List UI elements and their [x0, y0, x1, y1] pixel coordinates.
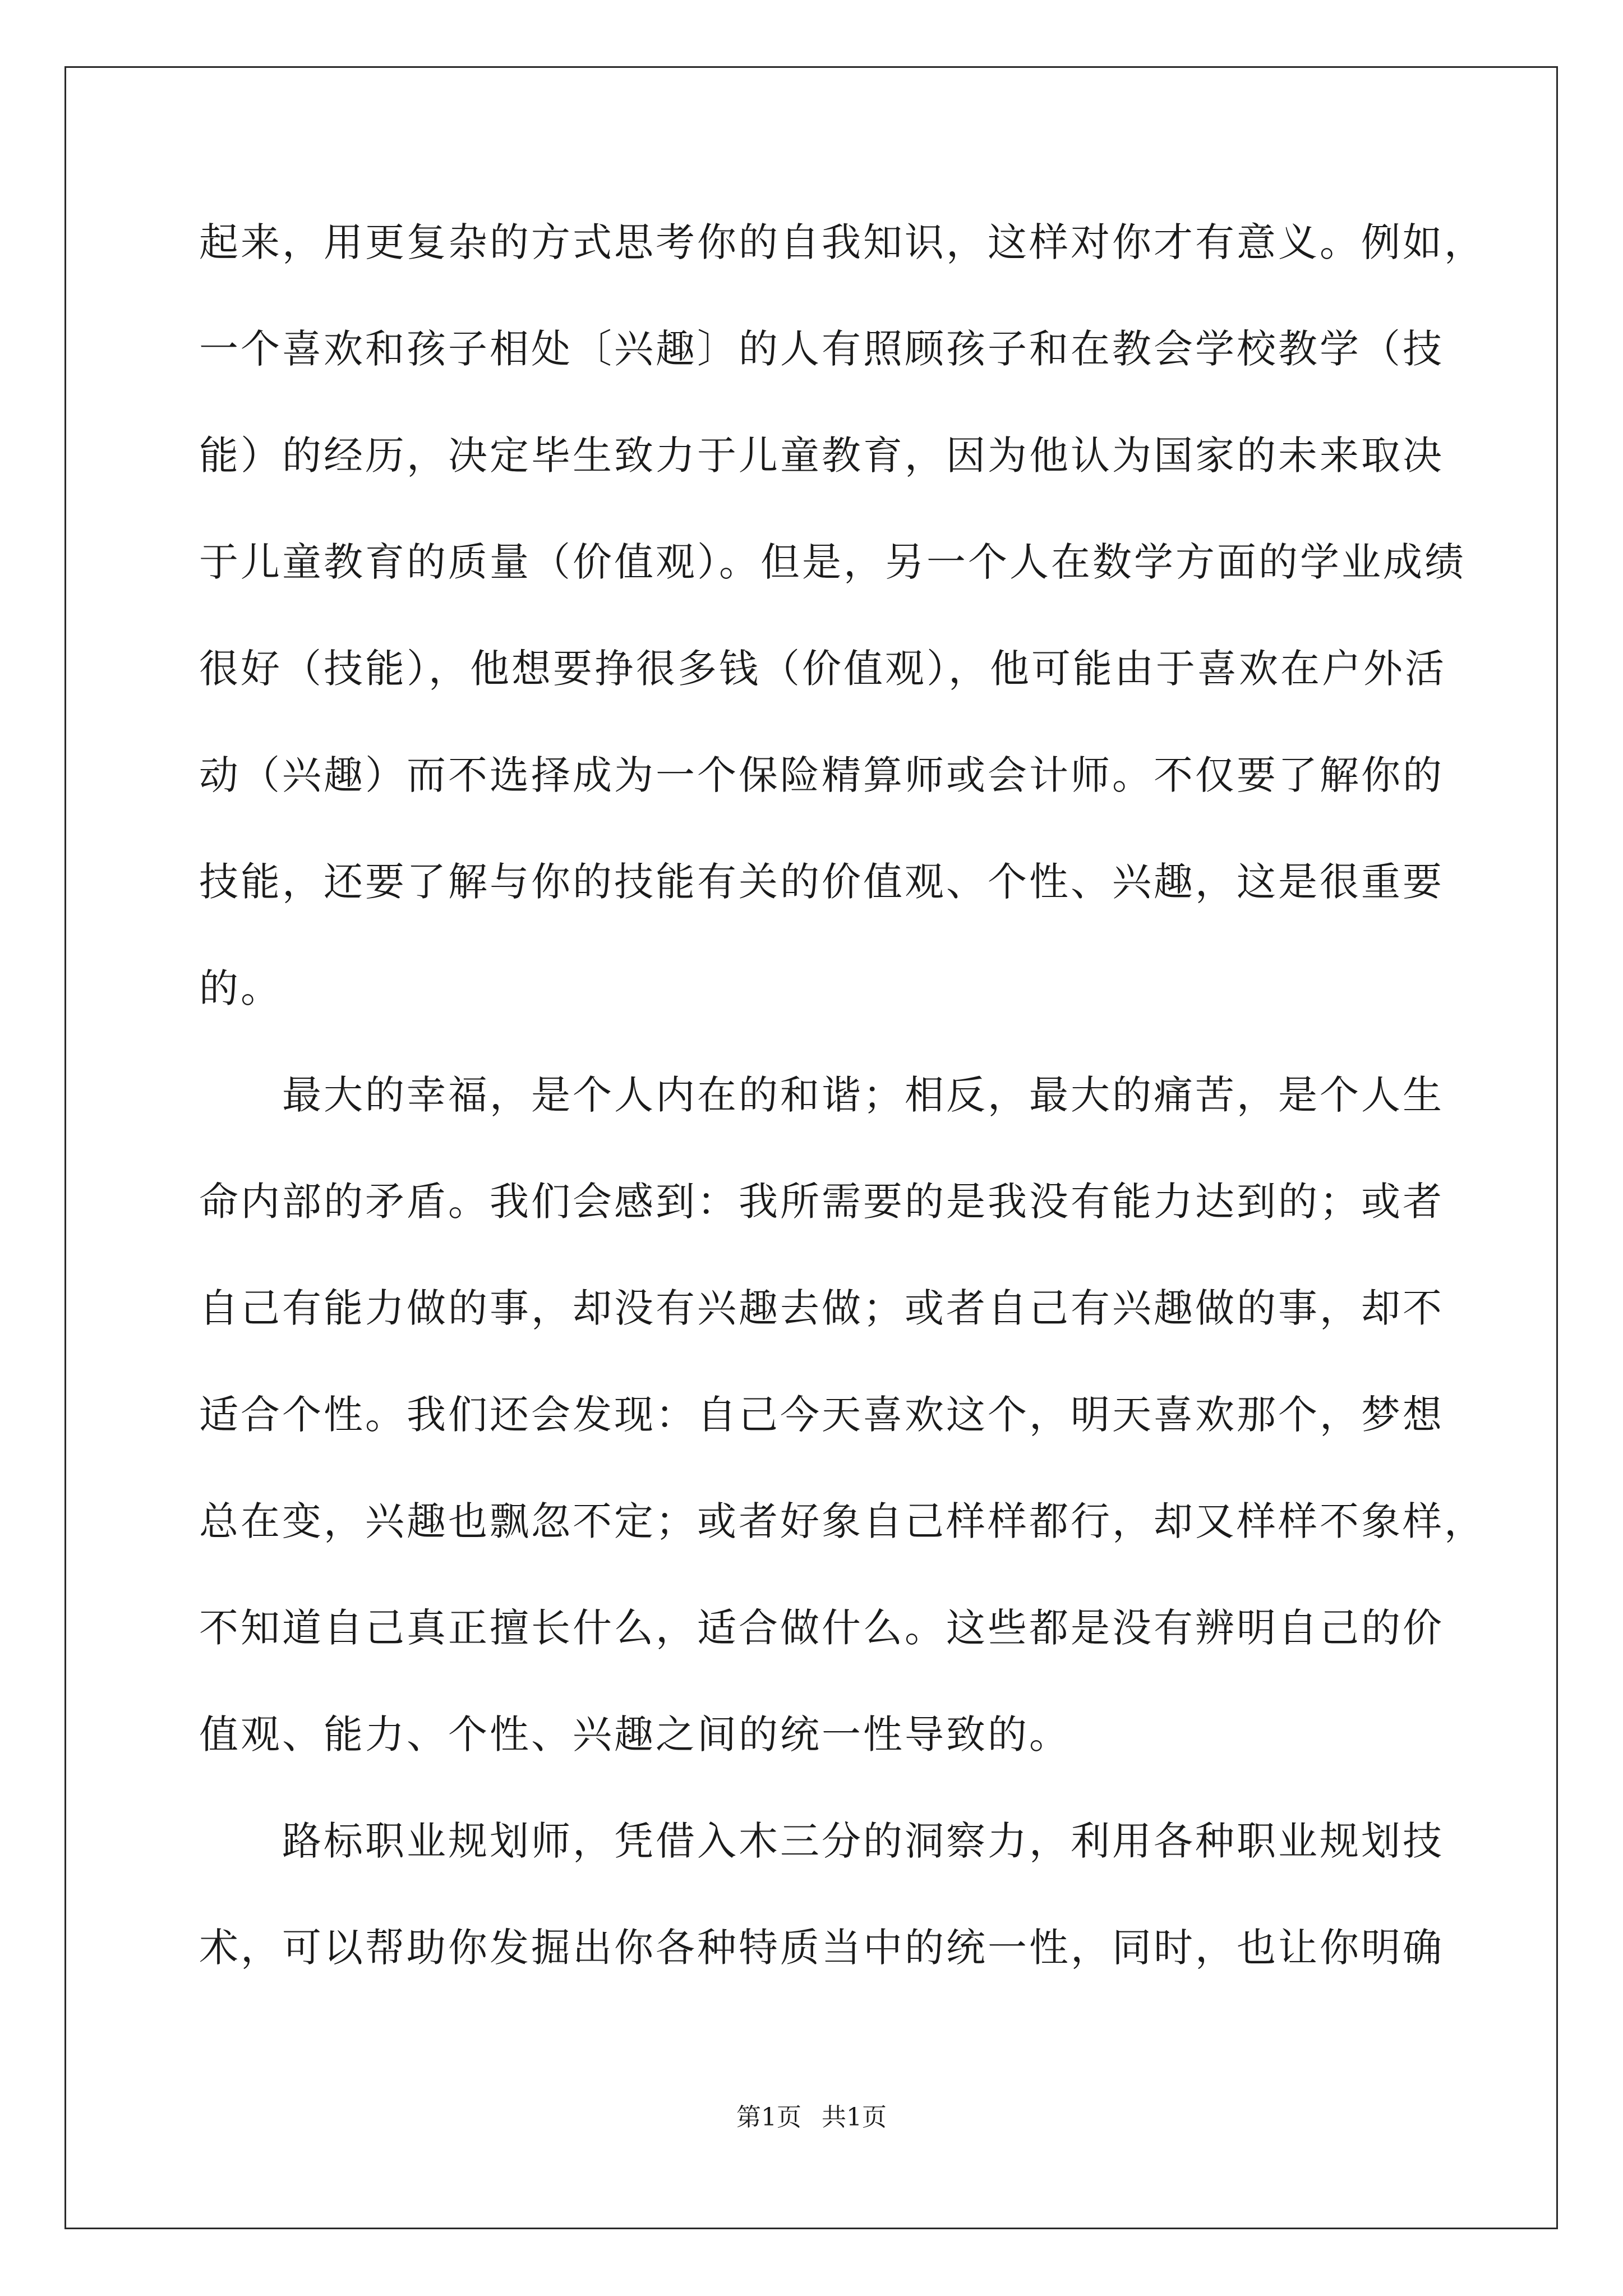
page-number: 第1页 [736, 2103, 801, 2132]
text-line: 不知道自己真正擅长什么，适合做什么。这些都是没有辨明自己的价 [199, 1605, 1444, 1651]
text-line: 能）的经历，决定毕生致力于儿童教育，因为他认为国家的未来取决 [199, 432, 1444, 478]
text-line: 起来，用更复杂的方式思考你的自我知识，这样对你才有意义。例如， [199, 219, 1486, 265]
text-line: 适合个性。我们还会发现：自己今天喜欢这个，明天喜欢那个，梦想 [199, 1392, 1444, 1438]
body-text [199, 209, 1486, 2021]
text-line: 的。 [199, 965, 282, 1011]
text-line: 值观、能力、个性、兴趣之间的统一性导致的。 [199, 1711, 1071, 1757]
text-line: 于儿童教育的质量（价值观）。但是，另一个人在数学方面的学业成绩 [199, 539, 1466, 585]
text-line: 术，可以帮助你发掘出你各种特质当中的统一性，同时，也让你明确 [199, 1925, 1444, 1971]
text-line: 命内部的矛盾。我们会感到：我所需要的是我没有能力达到的；或者 [199, 1179, 1444, 1225]
page-footer [0, 2097, 1623, 2133]
text-line: 一个喜欢和孩子相处〔兴趣〕的人有照顾孩子和在教会学校教学（技 [199, 326, 1444, 372]
text-line: 总在变，兴趣也飘忽不定；或者好象自己样样都行，却又样样不象样， [199, 1498, 1486, 1544]
page-total: 共1页 [822, 2103, 887, 2132]
text-line: 自己有能力做的事，却没有兴趣去做；或者自己有兴趣做的事，却不 [199, 1285, 1444, 1331]
text-line: 技能，还要了解与你的技能有关的价值观、个性、兴趣，这是很重要 [199, 859, 1444, 905]
text-line: 最大的幸福，是个人内在的和谐；相反，最大的痛苦，是个人生 [199, 1072, 1444, 1118]
text-line: 动（兴趣）而不选择成为一个保险精算师或会计师。不仅要了解你的 [199, 752, 1444, 798]
text-line: 路标职业规划师，凭借入木三分的洞察力，利用各种职业规划技 [199, 1818, 1444, 1864]
text-line: 很好（技能），他想要挣很多钱（价值观），他可能由于喜欢在户外活 [199, 646, 1446, 692]
